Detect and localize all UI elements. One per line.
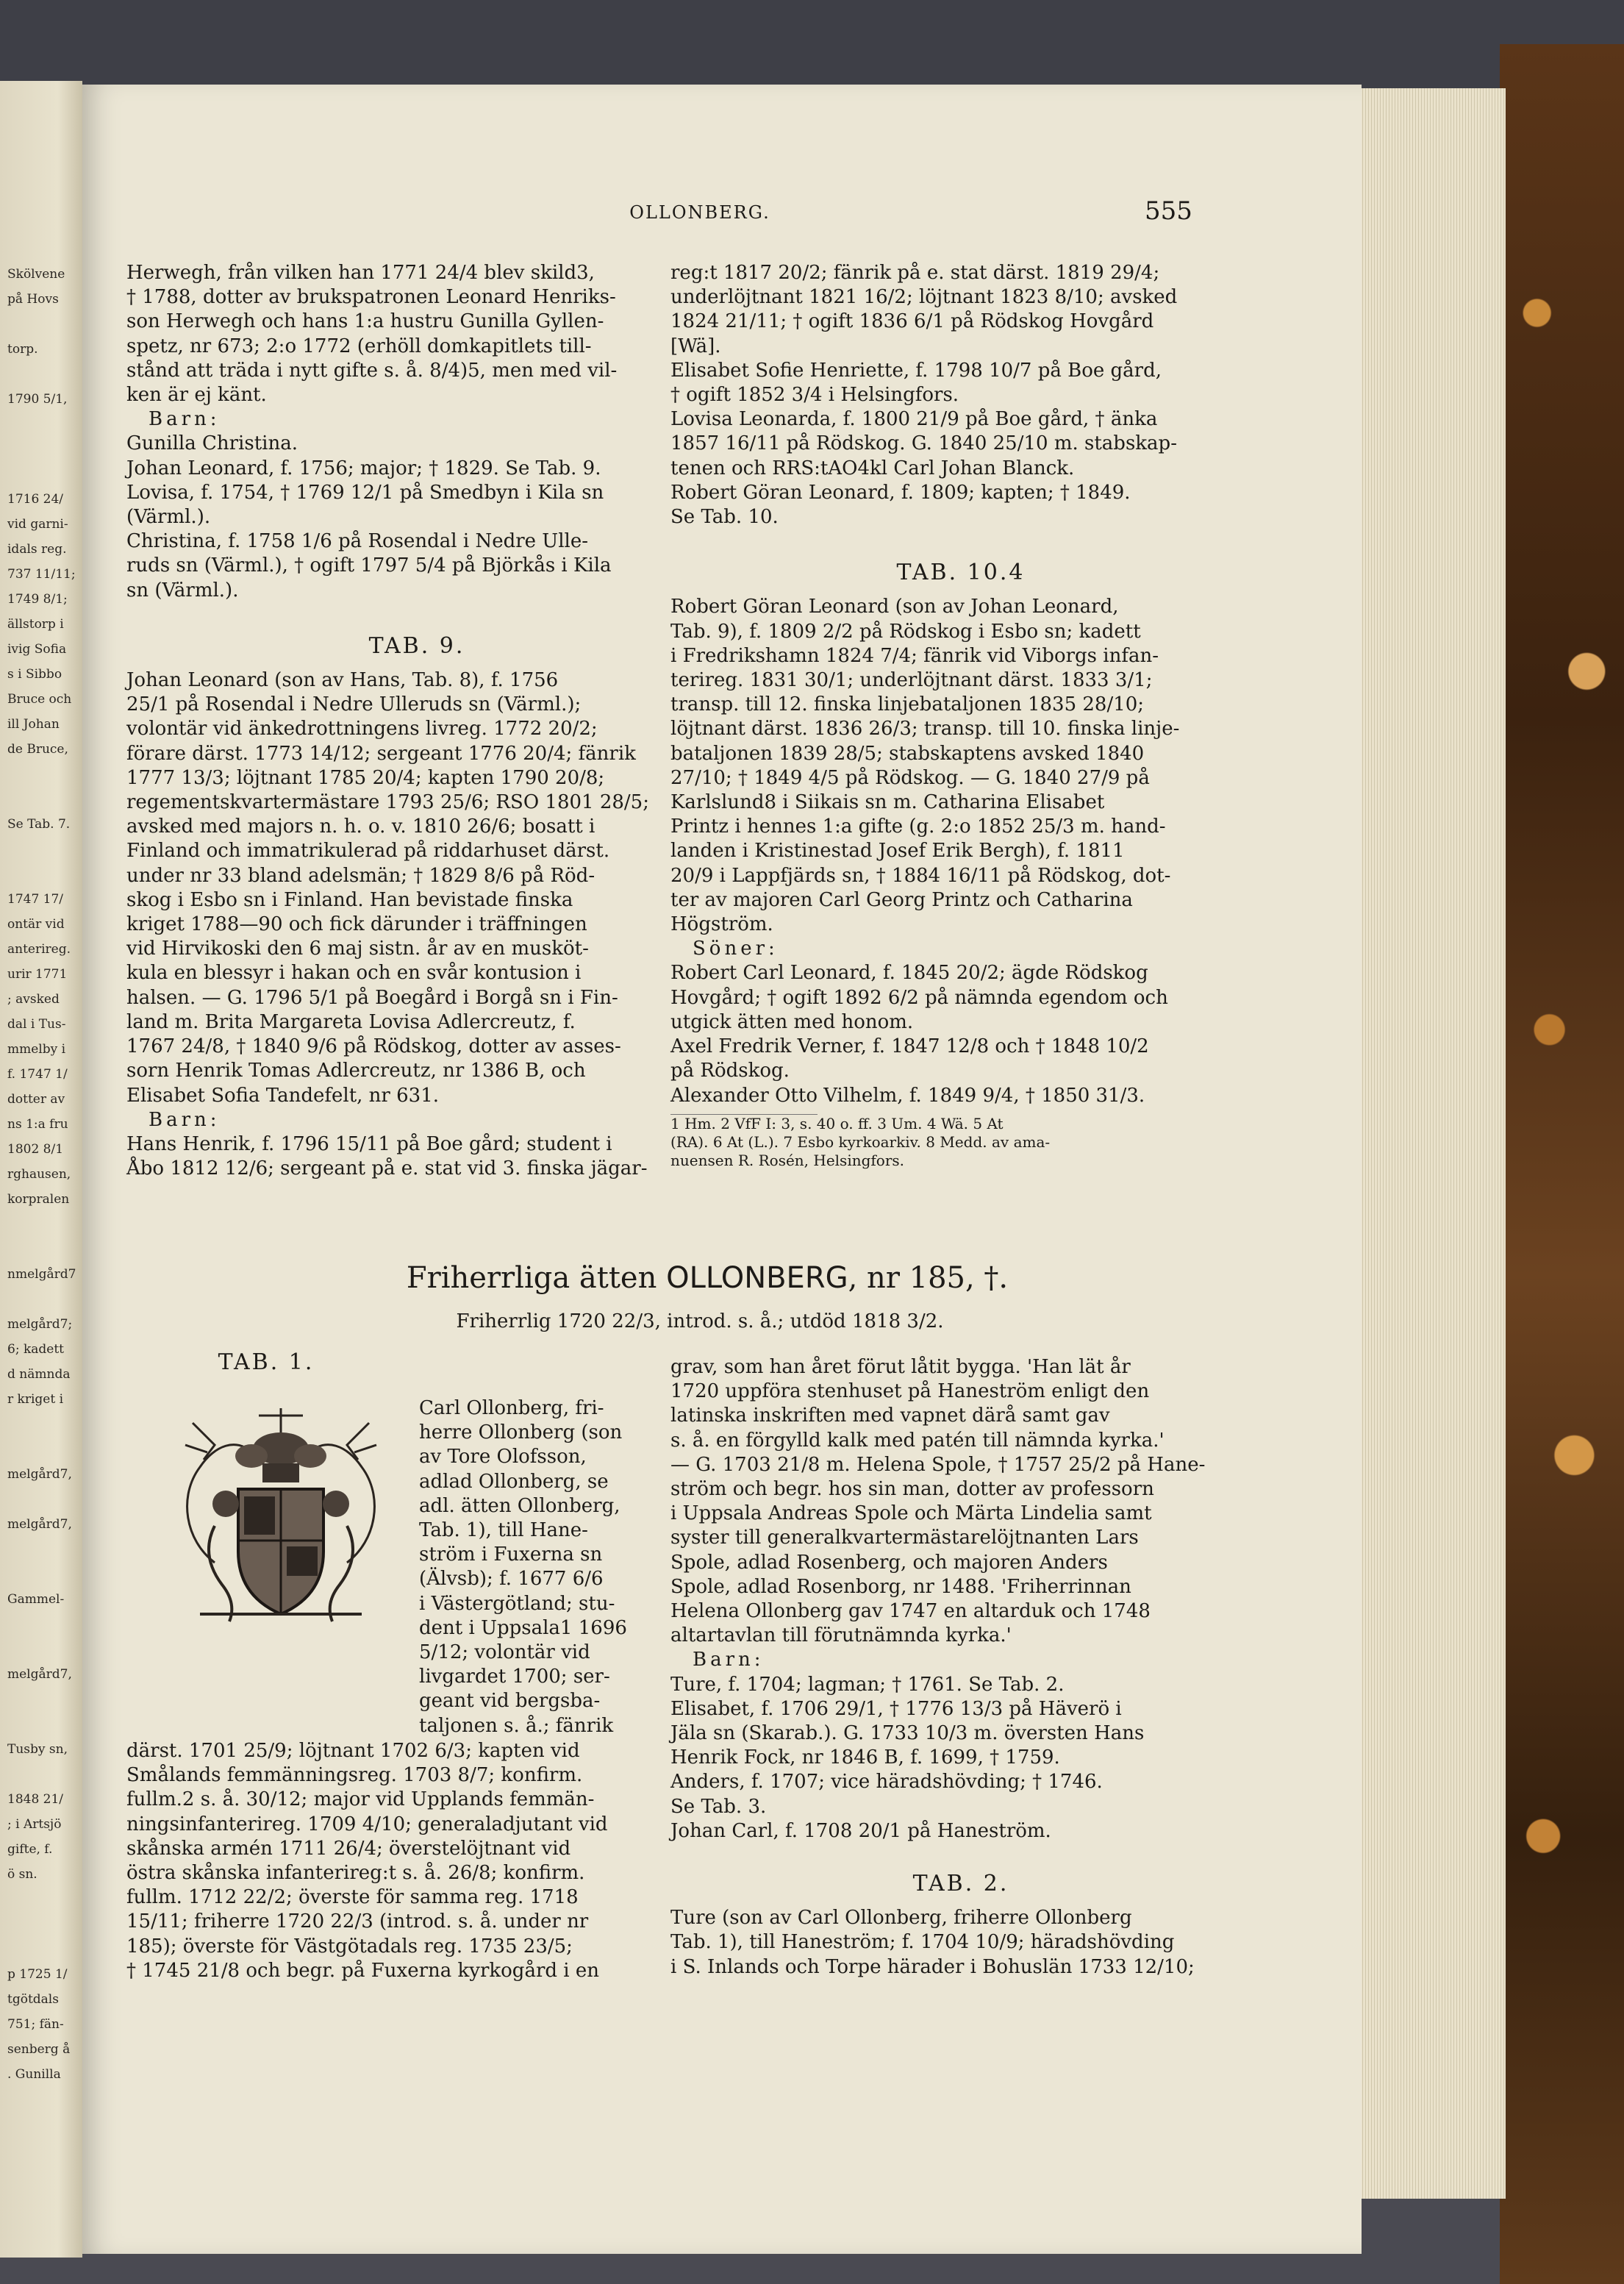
- text-line: ström i Fuxerna sn: [419, 1544, 603, 1566]
- text-line: Hovgård; † ogift 1892 6/2 på nämnda egendom och: [670, 986, 1168, 1009]
- text-line: Printz i hennes 1:a gifte (g. 2:o 1852 25/3 m. hand-: [670, 816, 1166, 838]
- text-line: Christina, f. 1758 1/6 på Rosendal i Nedre Ulle-: [126, 530, 589, 553]
- margin-fragment: ontär vid: [7, 917, 65, 932]
- margin-fragment: ö sn.: [7, 1867, 37, 1882]
- margin-fragment: [7, 1915, 76, 1940]
- text-line: Johan Leonard, f. 1756; major; † 1829. Se Tab. 9.: [126, 457, 601, 479]
- text-line: 1767 24/8, † 1840 9/6 på Rödskog, dotter av asses-: [126, 1035, 621, 1058]
- margin-fragment: mmelby i: [7, 1042, 66, 1057]
- text-line: Jäla sn (Skarab.). G. 1733 10/3 m. översten Hans: [670, 1722, 1145, 1745]
- text-line: † ogift 1852 3/4 i Helsingfors.: [670, 384, 959, 407]
- text-line: fullm. 1712 22/2; överste för samma reg. 1718: [126, 1886, 579, 1909]
- text-line: geant vid bergsba-: [419, 1690, 601, 1713]
- text-line: herre Ollonberg (son: [419, 1421, 623, 1444]
- family-suffix: , nr 185, †.: [848, 1261, 1009, 1295]
- coat-of-arms: [171, 1393, 391, 1636]
- text-line: Finland och immatrikulerad på riddarhuset därst.: [126, 840, 610, 863]
- tab10-body: [670, 595, 1251, 1107]
- margin-fragment: idals reg.: [7, 542, 67, 557]
- margin-fragment: . Gunilla: [7, 2067, 61, 2082]
- text-line: livgardet 1700; ser-: [419, 1666, 610, 1688]
- text-line: † 1745 21/8 och begr. på Fuxerna kyrkogård i en: [126, 1959, 600, 1982]
- margin-fragment: nmelgård7: [7, 1267, 76, 1282]
- margin-fragment: 1802 8/1: [7, 1142, 64, 1157]
- margin-fragment: senberg å: [7, 2042, 71, 2057]
- margin-fragment: ; i Artsjö: [7, 1817, 62, 1832]
- text-line: taljonen s. å.; fänrik: [419, 1714, 614, 1737]
- text-line: Tab. 1), till Hane-: [419, 1519, 588, 1542]
- text-line: regementskvartermästare 1793 25/6; RSO 1801 28/5;: [126, 791, 649, 814]
- margin-fragment: p 1725 1/: [7, 1967, 68, 1982]
- text-line: terireg. 1831 30/1; underlöjtnant därst. 1833 3/1;: [670, 669, 1153, 692]
- margin-fragment: [7, 1240, 76, 1265]
- text-line: Anders, f. 1707; vice häradshövding; † 1746.: [670, 1771, 1103, 1794]
- col1-top-lines: [126, 261, 707, 603]
- text-line: 20/9 i Lappfjärds sn, † 1884 16/11 på Rödskog, dot-: [670, 864, 1171, 887]
- text-line: fullm.2 s. å. 30/12; major vid Upplands femmän-: [126, 1788, 595, 1811]
- margin-fragment: d nämnda: [7, 1367, 71, 1382]
- margin-fragment: 1749 8/1;: [7, 592, 68, 607]
- text-line: avsked med majors n. h. o. v. 1810 26/6; bosatt i: [126, 816, 595, 838]
- text-line: Robert Göran Leonard, f. 1809; kapten; † 1849.: [670, 481, 1131, 504]
- margin-fragment: f. 1747 1/: [7, 1067, 68, 1082]
- text-line: i Fredrikshamn 1824 7/4; fänrik vid Viborgs infan-: [670, 644, 1159, 667]
- margin-fragment: torp.: [7, 342, 38, 357]
- text-line: ningsinfanterireg. 1709 4/10; generaladjutant vid: [126, 1813, 608, 1835]
- text-line: östra skånska infanterireg:t s. å. 26/8; konfirm.: [126, 1862, 585, 1885]
- running-title: OLLONBERG.: [629, 202, 770, 223]
- text-line: Carl Ollonberg, fri-: [419, 1397, 604, 1419]
- text-line: löjtnant därst. 1836 26/3; transp. till 10. finska linje-: [670, 718, 1180, 740]
- margin-fragment: melgård7;: [7, 1317, 73, 1332]
- family-subtitle: Friherrlig 1720 22/3, introd. s. å.; utdöd 1818 3/2.: [456, 1310, 944, 1332]
- text-line: dent i Uppsala1 1696: [419, 1616, 627, 1639]
- margin-fragment: Gammel-: [7, 1592, 65, 1607]
- book-cover-top: [0, 0, 1624, 88]
- column-1-bottom: [126, 1349, 707, 1982]
- margin-fragment: 737 11/11;: [7, 567, 76, 582]
- margin-fragment: [7, 415, 76, 440]
- marbled-cover-edge: [1500, 44, 1624, 2284]
- text-line: Elisabet Sofia Tandefelt, nr 631.: [126, 1084, 440, 1107]
- text-line: Barn:: [149, 408, 221, 431]
- margin-fragment: [7, 865, 76, 890]
- text-line: Alexander Otto Vilhelm, f. 1849 9/4, † 1850 31/3.: [670, 1084, 1145, 1107]
- column-2-bottom: [670, 1355, 1251, 1980]
- text-line: i Uppsala Andreas Spole och Märta Lindelia samt: [670, 1502, 1152, 1525]
- margin-fragment: [7, 1490, 76, 1515]
- text-line: 1824 21/11; † ogift 1836 6/1 på Rödskog Hovgård: [670, 310, 1154, 333]
- text-line: Johan Leonard (son av Hans, Tab. 8), f. 1756: [126, 669, 559, 692]
- text-line: Robert Göran Leonard (son av Johan Leonard,: [670, 596, 1119, 618]
- text-line: — G. 1703 21/8 m. Helena Spole, † 1757 25/2 på Hane-: [670, 1453, 1206, 1476]
- text-line: Tab. 9), f. 1809 2/2 på Rödskog i Esbo sn; kadett: [670, 620, 1141, 643]
- text-line: grav, som han året förut låtit bygga. 'Han lät år: [670, 1356, 1131, 1378]
- text-line: Se Tab. 3.: [670, 1795, 767, 1818]
- text-line: ström och begr. hos sin man, dotter av professorn: [670, 1478, 1154, 1501]
- text-line: ken är ej känt.: [126, 384, 267, 407]
- margin-fragment: [7, 790, 76, 815]
- coat-of-arms-icon: [171, 1393, 391, 1636]
- margin-fragment: Se Tab. 7.: [7, 817, 71, 832]
- margin-fragment: [7, 1440, 76, 1465]
- footnote-line: nuensen R. Rosén, Helsingfors.: [670, 1151, 905, 1169]
- text-line: halsen. — G. 1796 5/1 på Boegård i Borgå sn i Fin-: [126, 986, 618, 1009]
- margin-fragment: [7, 465, 76, 490]
- tab2-body: [670, 1906, 1251, 1980]
- tab10-heading: TAB. 10.4: [896, 560, 1026, 586]
- text-line: Gunilla Christina.: [126, 432, 298, 455]
- margin-fragment: 1790 5/1,: [7, 392, 68, 407]
- text-line: Söner:: [693, 938, 779, 960]
- text-line: latinska inskriften med vapnet därå samt gav: [670, 1405, 1110, 1427]
- margin-fragment: [7, 1415, 76, 1440]
- text-line: Lovisa Leonarda, f. 1800 21/9 på Boe gård, † änka: [670, 408, 1158, 431]
- family-name: OLLONBERG: [666, 1261, 848, 1295]
- margin-fragment: [7, 1565, 76, 1590]
- margin-fragment: rghausen,: [7, 1167, 71, 1182]
- margin-fragment: melgård7,: [7, 1467, 72, 1482]
- text-line: 27/10; † 1849 4/5 på Rödskog. — G. 1840 27/9 på: [670, 766, 1150, 789]
- margin-fragment: r kriget i: [7, 1392, 64, 1407]
- margin-fragment: [7, 1890, 76, 1915]
- text-line: Ture, f. 1704; lagman; † 1761. Se Tab. 2.: [670, 1673, 1065, 1696]
- margin-fragment: Bruce och: [7, 692, 72, 707]
- margin-fragment: på Hovs: [7, 292, 59, 307]
- text-line: förare därst. 1773 14/12; sergeant 1776 20/4; fänrik: [126, 742, 636, 765]
- text-line: 1720 uppföra stenhuset på Haneström enligt den: [670, 1380, 1150, 1403]
- margin-fragment: tgötdals: [7, 1992, 59, 2007]
- margin-fragment: 1716 24/: [7, 492, 64, 507]
- text-line: Axel Fredrik Verner, f. 1847 12/8 och † 1848 10/2: [670, 1035, 1149, 1058]
- tab2-heading: TAB. 2.: [912, 1871, 1009, 1897]
- text-line: Barn:: [149, 1108, 221, 1131]
- text-line: stånd att träda i nytt gifte s. å. 8/4)5, men med vil-: [126, 359, 618, 382]
- text-line: sorn Henrik Tomas Adlercreutz, nr 1386 B, och: [126, 1060, 586, 1082]
- text-line: underlöjtnant 1821 16/2; löjtnant 1823 8/10; avsked: [670, 286, 1178, 309]
- text-line: altartavlan till förutnämnda kyrka.': [670, 1624, 1012, 1647]
- text-line: Robert Carl Leonard, f. 1845 20/2; ägde Rödskog: [670, 962, 1148, 985]
- text-line: Högström.: [670, 913, 773, 936]
- margin-fragment: ällstorp i: [7, 617, 64, 632]
- text-line: Tab. 1), till Haneström; f. 1704 10/9; häradshövding: [670, 1931, 1175, 1954]
- margin-fragment: ; avsked: [7, 992, 60, 1007]
- text-line: av Tore Olofsson,: [419, 1446, 587, 1468]
- text-line: sn (Värml.).: [126, 579, 239, 602]
- text-line: Lovisa, f. 1754, † 1769 12/1 på Smedbyn i Kila sn: [126, 481, 604, 504]
- text-line: son Herwegh och hans 1:a hustru Gunilla Gyllen-: [126, 310, 604, 333]
- page-number: 555: [1145, 196, 1192, 226]
- text-line: Henrik Fock, nr 1846 B, f. 1699, † 1759.: [670, 1746, 1060, 1769]
- text-line: adlad Ollonberg, se: [419, 1470, 609, 1493]
- text-line: Spole, adlad Rosenborg, nr 1488. 'Friherrinnan: [670, 1575, 1131, 1598]
- tab9-heading: TAB. 9.: [368, 632, 465, 659]
- book-page: [82, 85, 1362, 2254]
- column-1-top: [126, 261, 707, 1181]
- col2-bottom-lines: [670, 1355, 1251, 1844]
- text-line: Elisabet Sofie Henriette, f. 1798 10/7 på Boe gård,: [670, 359, 1162, 382]
- margin-fragment: [7, 1690, 76, 1715]
- text-line: landen i Kristinestad Josef Erik Bergh), f. 1811: [670, 840, 1125, 863]
- tab1-heading: TAB. 1.: [218, 1349, 315, 1375]
- text-line: Johan Carl, f. 1708 20/1 på Haneström.: [670, 1819, 1051, 1842]
- margin-fragment: [7, 365, 76, 390]
- text-line: på Rödskog.: [670, 1060, 790, 1082]
- margin-fragment: 751; fän-: [7, 2017, 64, 2032]
- text-line: 25/1 på Rosendal i Nedre Ulleruds sn (Värml.);: [126, 693, 582, 716]
- text-line: ter av majoren Carl Georg Printz och Catharina: [670, 888, 1133, 911]
- margin-fragment: [7, 440, 76, 465]
- text-line: Hans Henrik, f. 1796 15/11 på Boe gård; student i: [126, 1132, 612, 1155]
- tab1-wrap-text: [419, 1396, 707, 1738]
- text-line: transp. till 12. finska linjebataljonen 1835 28/10;: [670, 693, 1145, 716]
- text-line: spetz, nr 673; 2:o 1772 (erhöll domkapitlets till-: [126, 335, 592, 357]
- text-line: reg:t 1817 20/2; fänrik på e. stat därst. 1819 29/4;: [670, 262, 1160, 284]
- text-line: Barn:: [693, 1649, 765, 1671]
- text-line: Spole, adlad Rosenberg, och majoren Anders: [670, 1551, 1108, 1574]
- text-line: ruds sn (Värml.), † ogift 1797 5/4 på Björkås i Kila: [126, 554, 612, 577]
- text-line: skog i Esbo sn i Finland. Han bevistade finska: [126, 888, 573, 911]
- margin-fragments: [7, 265, 76, 2090]
- text-line: skånska armén 1711 26/4; överstelöjtnant vid: [126, 1837, 571, 1860]
- margin-fragment: [7, 1640, 76, 1665]
- text-line: 15/11; friherre 1720 22/3 (introd. s. å. under nr: [126, 1910, 589, 1933]
- text-line: 1777 13/3; löjtnant 1785 20/4; kapten 1790 20/8;: [126, 766, 605, 789]
- text-line: (Värml.).: [126, 506, 211, 529]
- family-heading: [303, 1261, 1112, 1295]
- text-line: land m. Brita Margareta Lovisa Adlercreutz, f.: [126, 1010, 576, 1033]
- text-line: 185); överste för Västgötadals reg. 1735 23/5;: [126, 1935, 573, 1958]
- text-line: [Wä].: [670, 335, 721, 357]
- margin-fragment: s i Sibbo: [7, 667, 62, 682]
- footnote-line: (RA). 6 At (L.). 7 Esbo kyrkoarkiv. 8 Medd. av ama-: [670, 1132, 1051, 1151]
- margin-fragment: [7, 1540, 76, 1565]
- margin-fragment: [7, 765, 76, 790]
- text-line: syster till generalkvartermästarelöjtnanten Lars: [670, 1527, 1139, 1549]
- margin-fragment: [7, 840, 76, 865]
- margin-fragment: urir 1771: [7, 967, 68, 982]
- margin-fragment: 6; kadett: [7, 1342, 64, 1357]
- tab9-body: [126, 668, 707, 1181]
- margin-fragment: [7, 1715, 76, 1740]
- text-line: Se Tab. 10.: [670, 506, 779, 529]
- margin-fragment: gifte, f.: [7, 1842, 53, 1857]
- margin-fragment: [7, 1765, 76, 1790]
- text-line: därst. 1701 25/9; löjtnant 1702 6/3; kapten vid: [126, 1740, 580, 1762]
- text-line: Åbo 1812 12/6; sergeant på e. stat vid 3. finska jägar-: [126, 1157, 648, 1180]
- text-line: (Älvsb); f. 1677 6/6: [419, 1568, 604, 1591]
- text-line: 5/12; volontär vid: [419, 1641, 590, 1664]
- text-line: Herwegh, från vilken han 1771 24/4 blev skild3,: [126, 262, 595, 284]
- text-line: Ture (son av Carl Ollonberg, friherre Ollonberg: [670, 1907, 1132, 1930]
- text-line: tenen och RRS:tAO4kl Carl Johan Blanck.: [670, 457, 1075, 479]
- margin-fragment: melgård7,: [7, 1667, 72, 1682]
- margin-fragment: [7, 1615, 76, 1640]
- text-line: i Västergötland; stu-: [419, 1592, 615, 1615]
- left-page-margin: [0, 81, 82, 2258]
- text-line: utgick ätten med honom.: [670, 1010, 914, 1033]
- text-line: Karlslund8 i Siikais sn m. Catharina Elisabet: [670, 791, 1105, 814]
- footnote-line: 1 Hm. 2 VfF I: 3, s. 40 o. ff. 3 Um. 4 Wä. 5 At: [670, 1114, 1004, 1132]
- text-line: bataljonen 1839 28/5; stabskaptens avsked 1840: [670, 742, 1145, 765]
- text-line: Elisabet, f. 1706 29/1, † 1776 13/3 på Häverö i: [670, 1697, 1122, 1720]
- margin-fragment: 1848 21/: [7, 1792, 64, 1807]
- page-edges: [1351, 88, 1506, 2199]
- margin-fragment: ns 1:a fru: [7, 1117, 68, 1132]
- text-line: Smålands femmänningsreg. 1703 8/7; konfirm.: [126, 1764, 583, 1787]
- margin-fragment: [7, 1215, 76, 1240]
- margin-fragment: vid garni-: [7, 517, 68, 532]
- text-line: adl. ätten Ollonberg,: [419, 1494, 620, 1517]
- margin-fragment: [7, 315, 76, 340]
- text-line: Helena Ollonberg gav 1747 en altarduk och 1748: [670, 1600, 1151, 1623]
- text-line: vid Hirvikoski den 6 maj sistn. år av en musköt-: [126, 938, 589, 960]
- text-line: † 1788, dotter av brukspatronen Leonard Henriks-: [126, 286, 616, 309]
- margin-fragment: [7, 1290, 76, 1315]
- text-line: under nr 33 bland adelsmän; † 1829 8/6 på Röd-: [126, 864, 595, 887]
- text-line: s. å. en förgylld kalk med patén till nämnda kyrka.': [670, 1429, 1165, 1452]
- margin-fragment: anterireg.: [7, 942, 71, 957]
- margin-fragment: ivig Sofia: [7, 642, 67, 657]
- margin-fragment: ill Johan: [7, 717, 60, 732]
- col2-top-lines: [670, 261, 1251, 529]
- text-line: kula en blessyr i hakan och en svår kontusion i: [126, 962, 582, 985]
- margin-fragment: korpralen: [7, 1192, 70, 1207]
- family-prefix: Friherrliga ätten: [406, 1261, 657, 1295]
- margin-fragment: 1747 17/: [7, 892, 64, 907]
- margin-fragment: melgård7,: [7, 1517, 72, 1532]
- margin-fragment: dotter av: [7, 1092, 65, 1107]
- margin-fragment: de Bruce,: [7, 742, 68, 757]
- text-line: 1857 16/11 på Rödskog. G. 1840 25/10 m. stabskap-: [670, 432, 1177, 455]
- text-line: i S. Inlands och Torpe härader i Bohuslän 1733 12/10;: [670, 1955, 1195, 1978]
- margin-fragment: [7, 1940, 76, 1965]
- text-line: volontär vid änkedrottningens livreg. 1772 20/2;: [126, 718, 598, 740]
- margin-fragment: dal i Tus-: [7, 1017, 66, 1032]
- margin-fragment: Tusby sn,: [7, 1742, 68, 1757]
- footnotes: [670, 1115, 1251, 1170]
- text-line: kriget 1788—90 och fick därunder i träffningen: [126, 913, 587, 936]
- margin-fragment: Skölvene: [7, 267, 65, 282]
- tab1-full-text: [126, 1739, 707, 1983]
- column-2-top: [670, 261, 1251, 1170]
